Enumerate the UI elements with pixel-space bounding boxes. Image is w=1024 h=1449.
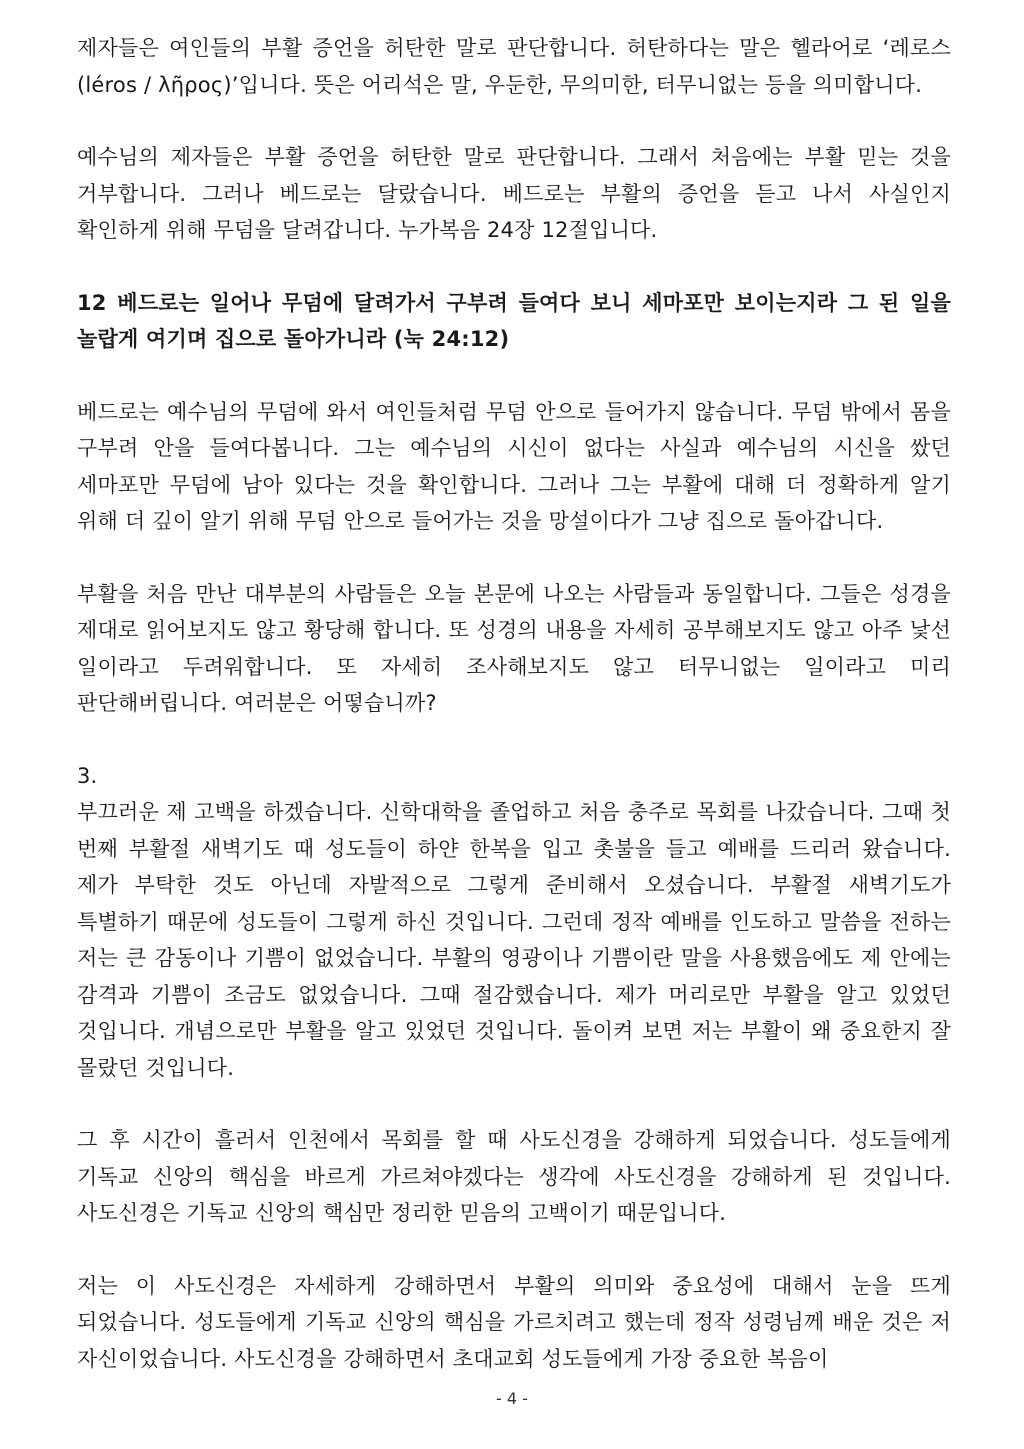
page-number: - 4 - (496, 1389, 528, 1408)
paragraph-disciples-reject: 예수님의 제자들은 부활 증언을 허탄한 말로 판단합니다. 그래서 처음에는 부활 믿는 것을 거부합니다. 그러나 베드로는 달랐습니다. 베드로는 부활의 증언을 듣고 나서 사실인지 확인하게 위해 무덤을 달려갑니다. 누가복음 24장 12절입니다. (77, 145, 951, 242)
section-number: 3. (77, 763, 98, 788)
paragraph-confession: 부끄러운 제 고백을 하겠습니다. 신학대학을 졸업하고 처음 충주로 목회를 나갔습니다. 그때 첫 번째 부활절 새벽기도 때 성도들이 하얀 한복을 입고 촛불을 들고 예배를 드리러 왔습니다. 제가 부탁한 것도 아닌데 자발적으로 그렇게 준비해서 오셨습니다. 부활절 새벽기도가 특별하기 때문에 성도들이 그렇게 하신 것입니다. 그런데 정작 예배를 인도하고 말씀을 전하는 저는 큰 감동이나 기쁨이 없었습니다. 부활의 영광이나 기쁨이란 말을 사용했음에도 제 안에는 감격과 기쁨이 조금도 없었습니다. 그때 절감했습니다. 제가 머리로만 부활을 알고 있었던 것입니다. 개념으로만 부활을 알고 있었던 것입니다. 돌이켜 보면 저는 부활이 왜 중요한지 잘 몰랐던 것입니다. (77, 800, 951, 1080)
document-body (77, 30, 951, 1413)
paragraph-people-reaction: 부활을 처음 만난 대부분의 사람들은 오늘 본문에 나오는 사람들과 동일합니다. 그들은 성경을 제대로 읽어보지도 않고 황당해 합니다. 또 성경의 내용을 자세히 공부해보지도 않고 아주 낯선 일이라고 두려워합니다. 또 자세히 조사해보지도 않고 터무니없는 일이라고 미리 판단해버립니다. 여러분은 어떻습니까? (77, 581, 951, 715)
paragraph-peter-at-tomb: 베드로는 예수님의 무덤에 와서 여인들처럼 무덤 안으로 들어가지 않습니다. 무덤 밖에서 몸을 구부려 안을 들여다봅니다. 그는 예수님의 시신이 없다는 사실과 예수님의 시신을 쌌던 세마포만 무덤에 남아 있다는 것을 확인합니다. 그러나 그는 부활에 대해 더 정확하게 알기 위해 더 깊이 알기 위해 무덤 안으로 들어가는 것을 망설이다가 그냥 집으로 돌아갑니다. (77, 399, 951, 533)
paragraph-leros-meaning: 제자들은 여인들의 부활 증언을 허탄한 말로 판단합니다. 허탄하다는 말은 헬라어로 ‘레로스(léros / λῆρος)’입니다. 뜻은 어리석은 말, 우둔한, 무의미한, 터무니없는 등을 의미합니다. (77, 36, 951, 97)
paragraph-creed-learning: 저는 이 사도신경은 자세하게 강해하면서 부활의 의미와 중요성에 대해서 눈을 뜨게 되었습니다. 성도들에게 기독교 신앙의 핵심을 가르치려고 했는데 정작 성령님께 배운 것은 저 자신이었습니다. 사도신경을 강해하면서 초대교회 성도들에게 가장 중요한 복음이 (77, 1273, 951, 1371)
scripture-quote-luke-24-12: 12 베드로는 일어나 무덤에 달려가서 구부려 들여다 보니 세마포만 보이는지라 그 된 일을 놀랍게 여기며 집으로 돌아가니라 (눅 24:12) (77, 290, 951, 351)
paragraph-incheon-creed: 그 후 시간이 흘러서 인천에서 목회를 할 때 사도신경을 강해하게 되었습니다. 성도들에게 기독교 신앙의 핵심을 바르게 가르쳐야겠다는 생각에 사도신경을 강해하게 된 것입니다. 사도신경은 기독교 신앙의 핵심만 정리한 믿음의 고백이기 때문입니다. (77, 1128, 951, 1225)
